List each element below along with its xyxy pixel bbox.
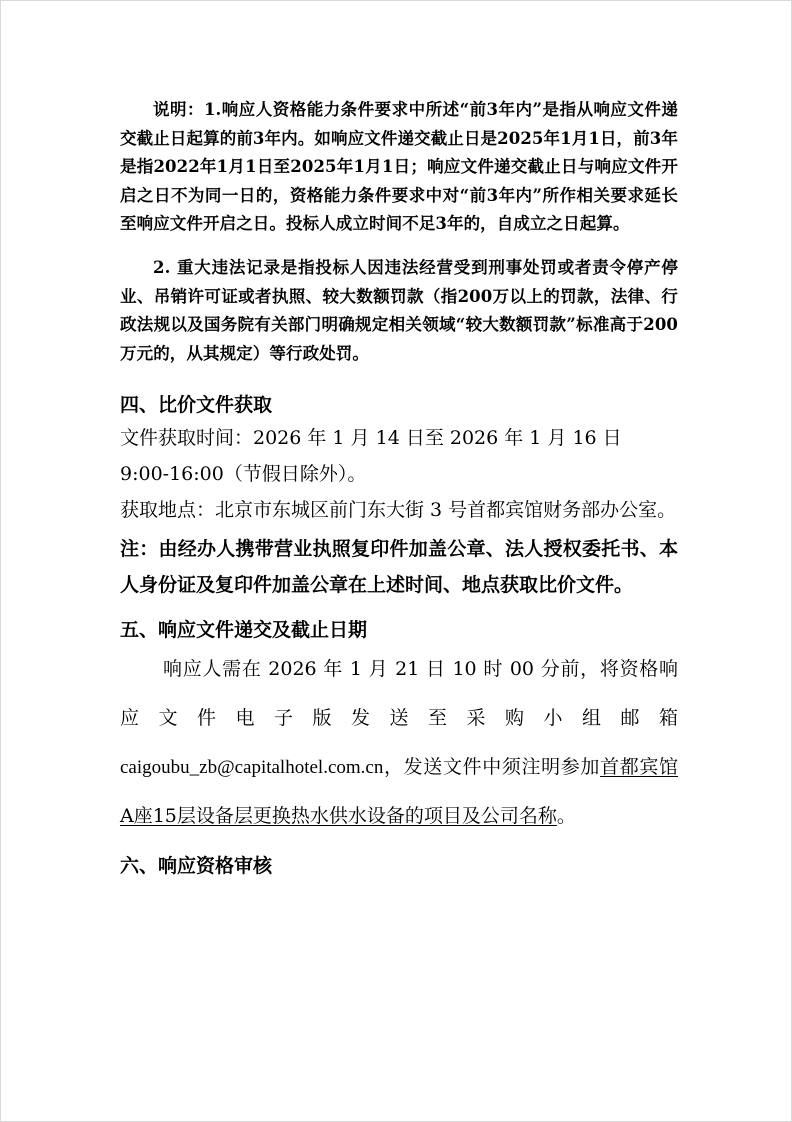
obtain-time-line-1: 文件获取时间：2026 年 1 月 14 日至 2026 年 1 月 16 日 [120, 427, 622, 450]
qualification-note-2: 2. 重大违法记录是指投标人因违法经营受到刑事处罚或者责令停产停业、吊销许可证或者执照、较大数额罚款（指200万以上的罚款，法律、行政法规以及国务院有关部门明确规定相关领域“较大数额罚款”标准高于200万元的，从其规定）等行政处罚。 [120, 257, 678, 363]
obtain-location: 获取地点：北京市东城区前门东大街 3 号首都宾馆财务部办公室。 [120, 499, 677, 522]
section-4-heading: 四、比价文件获取 [120, 394, 273, 417]
submission-text-start: 响应人需在 2026 年 1 月 21 日 10 时 00 分前，将资格响应文件电子版发送至采购小组邮箱 [120, 658, 678, 730]
project-name-underlined: 首都宾馆A座15层设备层更换热水供水设备的项目及公司名称 [120, 756, 678, 828]
section-6-heading: 六、响应资格审核 [120, 855, 273, 878]
qualification-note-1: 说明：1.响应人资格能力条件要求中所述“前3年内”是指从响应文件递交截止日起算的前3年内。如响应文件递交截止日是2025年1月1日，前3年是指2022年1月1日至2025年1月1日；响应文件递交截止日与响应文件开启之日不为同一日的，资格能力条件要求中对“前3年内”所作相关要求延长至响应文件开启之日。投标人成立时间不足3年的，自成立之日起算。 [120, 100, 678, 234]
obtain-note: 注：由经办人携带营业执照复印件加盖公章、法人授权委托书、本人身份证及复印件加盖公章在上述时间、地点获取比价文件。 [120, 538, 678, 597]
section-5-heading: 五、响应文件递交及截止日期 [120, 619, 368, 642]
submission-text-mid: ，发送文件中须注明参加 [383, 756, 601, 779]
document-body [120, 96, 678, 881]
submission-paragraph [120, 645, 678, 841]
obtain-time-line-2: 9:00-16:00（节假日除外）。 [120, 463, 367, 486]
submission-text-end: 。 [556, 805, 576, 828]
submission-email[interactable]: caigoubu_zb@capitalhotel.com.cn [120, 757, 384, 779]
